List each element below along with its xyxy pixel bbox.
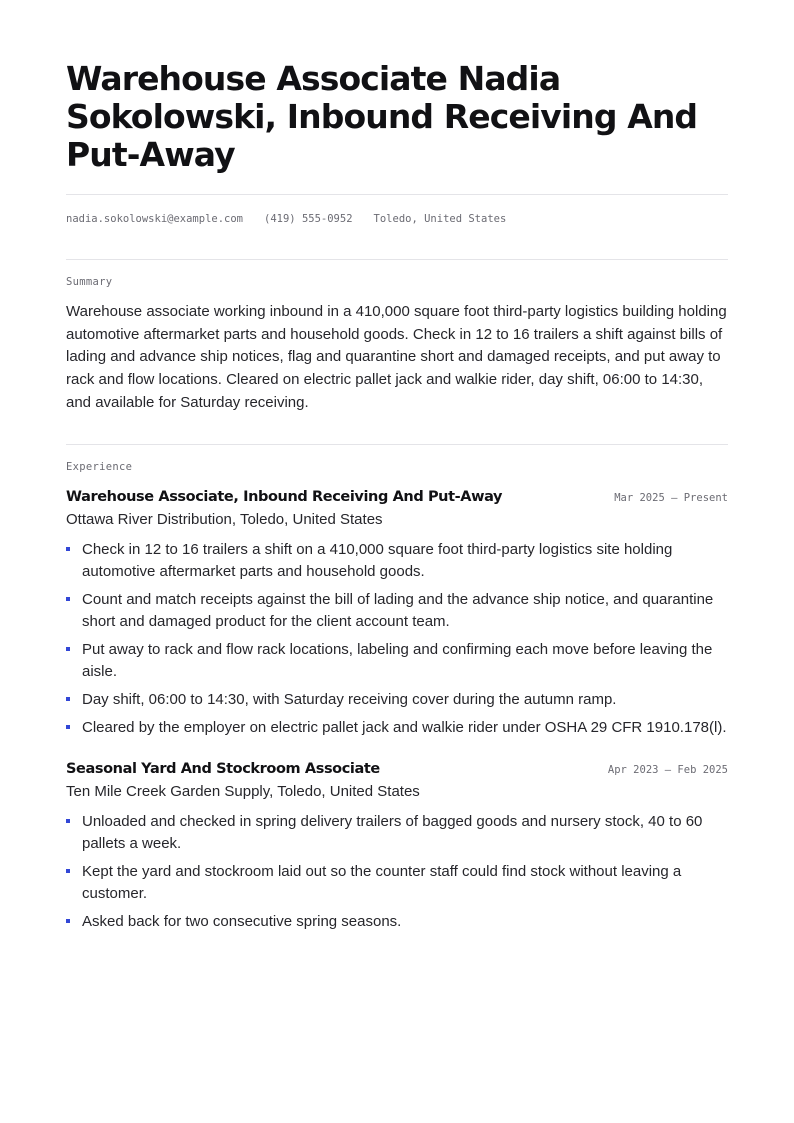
job-entry — [66, 486, 728, 739]
job-header — [66, 758, 728, 780]
list-item — [66, 861, 728, 906]
square-bullet-icon — [66, 547, 70, 551]
bullet-text: Check in 12 to 16 trailers a shift on a 410,000 square foot third-party logistics site holding automotive aftermarket parts and household goods. — [82, 540, 673, 580]
contact-email[interactable]: nadia.sokolowski@example.com — [66, 213, 244, 225]
bullet-text: Put away to rack and flow rack locations, labeling and confirming each move before leaving the aisle. — [82, 640, 713, 680]
square-bullet-icon — [66, 647, 70, 651]
job-company: Ottawa River Distribution, Toledo, United States — [66, 510, 383, 528]
contact-phone[interactable]: (419) 555-0952 — [264, 213, 353, 225]
job-header — [66, 486, 728, 508]
divider — [66, 444, 728, 445]
list-item — [66, 717, 728, 739]
list-item — [66, 589, 728, 634]
bullet-text: Count and match receipts against the bill of lading and the advance ship notice, and quarantine short and damaged product for the client account team. — [82, 590, 714, 630]
list-item — [66, 639, 728, 684]
job-bullets — [66, 811, 728, 933]
square-bullet-icon — [66, 869, 70, 873]
list-item — [66, 689, 728, 711]
summary-text: Warehouse associate working inbound in a 410,000 square foot third-party logistics building holding automotive aftermarket parts and household goods. Check in 12 to 16 trailers a shift against bills of lading and advance ship notices, flag and quarantine short and damaged receipts, and put away to rack and flow locations. Cleared on electric pallet jack and walkie rider, day shift, 06:00 to 14:30, and available for Saturday receiving. — [66, 303, 727, 411]
job-dates: Mar 2025 — Present — [614, 491, 728, 504]
job-entry — [66, 758, 728, 933]
job-bullets — [66, 539, 728, 739]
job-company: Ten Mile Creek Garden Supply, Toledo, United States — [66, 782, 420, 800]
list-item — [66, 539, 728, 584]
contact-line — [66, 212, 728, 226]
summary-heading: Summary — [66, 276, 113, 288]
page-title: Warehouse Associate Nadia Sokolowski, Inbound Receiving And Put-Away — [66, 59, 698, 174]
job-title: Seasonal Yard And Stockroom Associate — [66, 760, 380, 777]
bullet-text: Unloaded and checked in spring delivery trailers of bagged goods and nursery stock, 40 to 60 pallets a week. — [82, 812, 703, 853]
bullet-text: Day shift, 06:00 to 14:30, with Saturday receiving cover during the autumn ramp. — [82, 690, 617, 708]
square-bullet-icon — [66, 919, 70, 923]
square-bullet-icon — [66, 597, 70, 601]
divider — [66, 194, 728, 195]
job-dates: Apr 2023 — Feb 2025 — [607, 763, 728, 776]
square-bullet-icon — [66, 725, 70, 729]
bullet-text: Kept the yard and stockroom laid out so the counter staff could find stock without leaving a customer. — [82, 862, 682, 903]
divider — [66, 259, 728, 260]
square-bullet-icon — [66, 697, 70, 701]
list-item — [66, 811, 728, 856]
bullet-text: Asked back for two consecutive spring seasons. — [82, 913, 402, 931]
resume-page — [66, 60, 728, 939]
job-title: Warehouse Associate, Inbound Receiving And Put-Away — [66, 488, 503, 505]
list-item — [66, 911, 728, 933]
square-bullet-icon — [66, 819, 70, 823]
contact-location: Toledo, United States — [373, 213, 507, 225]
bullet-text: Cleared by the employer on electric pallet jack and walkie rider under OSHA 29 CFR 1910.178(l). — [82, 718, 727, 736]
experience-heading: Experience — [66, 460, 133, 473]
